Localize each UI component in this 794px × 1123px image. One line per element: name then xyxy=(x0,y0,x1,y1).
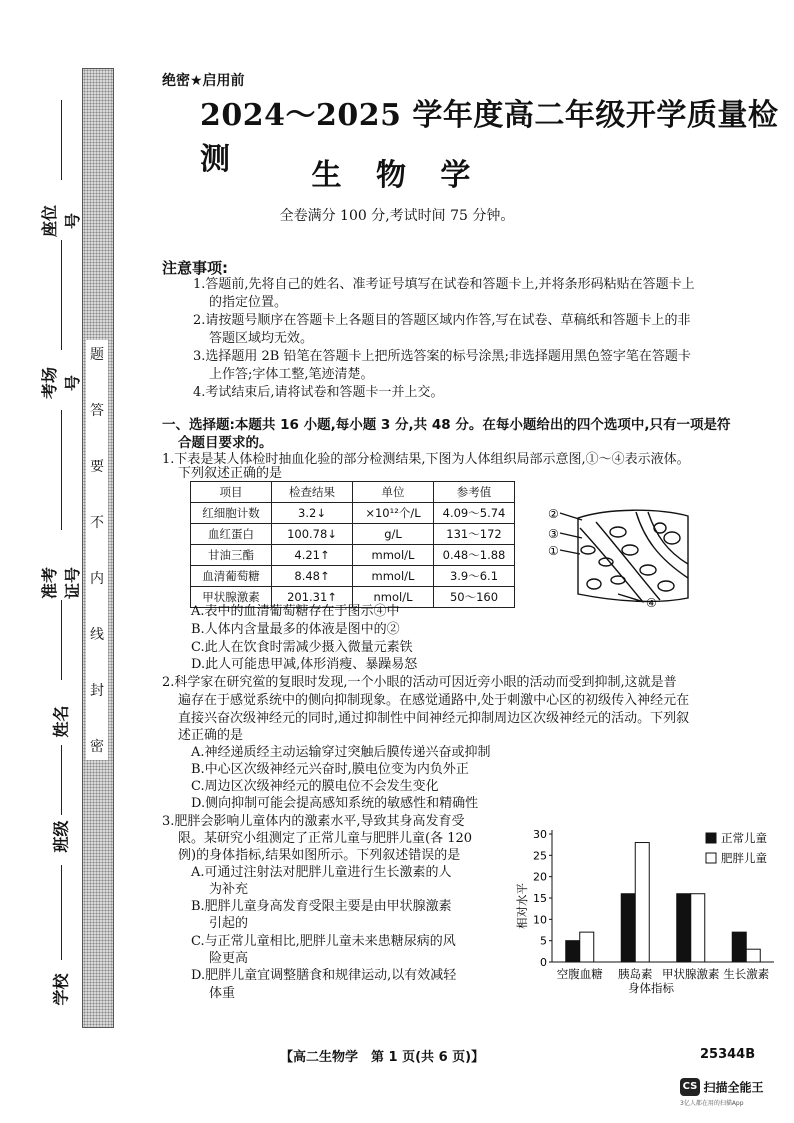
diagram-label: ④ xyxy=(646,596,657,610)
scanner-sub: 3亿人都在用的扫描App xyxy=(680,1100,744,1107)
x-axis-title: 身体指标 xyxy=(628,981,674,995)
table-header: 单位 xyxy=(353,482,434,503)
q1-stem-cont: 下列叙述正确的是 xyxy=(178,466,283,481)
x-tick-label: 胰岛素 xyxy=(618,967,653,981)
table-cell: 0.48～1.88 xyxy=(434,545,515,566)
tissue-diagram xyxy=(548,498,696,610)
q3-option-cont: 引起的 xyxy=(209,916,249,931)
q2-option: A.神经递质经主动运输穿过突触后膜传递兴奋或抑制 xyxy=(191,745,491,760)
seal-char: 答 xyxy=(90,403,104,419)
pointer-line xyxy=(560,513,582,520)
paper-code: 25344B xyxy=(700,1047,756,1062)
q2-stem: 述正确的是 xyxy=(178,728,244,743)
q3-stem: 例)的身体指标,结果如图所示。下列叙述错误的是 xyxy=(178,848,461,863)
q1-option: A.表中的血清葡萄糖存在于图示④中 xyxy=(191,604,400,619)
seal-char: 题 xyxy=(90,347,104,363)
table-cell: 4.09～5.74 xyxy=(434,503,515,524)
name-line xyxy=(61,600,62,680)
table-cell: 4.21↑ xyxy=(272,545,353,566)
section-heading: 一、选择题:本题共 16 小题,每小题 3 分,共 48 分。在每小题给出的四个选项中,只有一项是符 xyxy=(162,417,731,433)
table-cell: 201.31↑ xyxy=(272,587,353,608)
cell xyxy=(664,532,680,544)
bar-normal xyxy=(732,932,746,962)
table-cell: nmol/L xyxy=(353,587,434,608)
capillary-wall xyxy=(596,522,660,600)
y-tick-label: 25 xyxy=(533,849,547,863)
q3-option: A.可通过注射法对肥胖儿童进行生长激素的人 xyxy=(191,865,452,880)
notice-heading: 注意事项: xyxy=(162,259,228,277)
cell xyxy=(658,581,674,591)
table-cell: 甲状腺激素 xyxy=(191,587,272,608)
y-tick-label: 5 xyxy=(540,934,547,948)
diagram-label: ① xyxy=(548,544,559,558)
bar-obese xyxy=(580,932,594,962)
notice-line: 的指定位置。 xyxy=(209,295,288,310)
cell xyxy=(622,545,638,555)
subject-title: 生 物 学 xyxy=(311,158,483,193)
legend-label: 正常儿童 xyxy=(721,831,767,845)
x-tick-label: 空腹血糖 xyxy=(556,967,603,981)
notice-line: 3.选择题用 2B 铅笔在答题卡上把所选答案的标号涂黑;非选择题用黑色签字笔在答题卡 xyxy=(193,349,691,364)
y-tick-label: 20 xyxy=(533,870,547,884)
notice-line: 2.请按题号顺序在答题卡上各题目的答题区域内作答,写在试卷、草稿纸和答题卡上的非 xyxy=(193,313,691,328)
bar-obese xyxy=(691,894,705,962)
q2-option: C.周边区次级神经元的膜电位不会发生变化 xyxy=(191,779,439,794)
lab-result-table xyxy=(190,481,515,608)
table-cell: 甘油三酯 xyxy=(191,545,272,566)
q2-stem: 遍存在于感觉系统中的侧向抑制现象。在感觉通路中,处于刺激中心区的初级传入神经元在 xyxy=(178,693,690,708)
bar-obese xyxy=(635,843,649,962)
table-cell: 3.2↓ xyxy=(272,503,353,524)
cell xyxy=(587,579,601,589)
y-tick-label: 30 xyxy=(533,828,547,841)
pointer-line xyxy=(560,550,580,554)
table-row xyxy=(191,503,515,524)
cell xyxy=(654,523,666,533)
seal-line-box xyxy=(86,340,108,760)
bar-normal xyxy=(677,894,691,962)
q2-option: B.中心区次级神经元兴奋时,膜电位变为内负外正 xyxy=(191,762,469,777)
diagram-label: ② xyxy=(548,507,559,521)
q3-stem: 3.肥胖会影响儿童体内的激素水平,导致其身高发育受 xyxy=(162,814,465,829)
q1-stem: 1.下表是某人体检时抽血化验的部分检测结果,下图为人体组织局部示意图,①～④表示液体。 xyxy=(162,452,690,467)
q3-option-cont: 险更高 xyxy=(209,951,249,966)
x-tick-label: 生长激素 xyxy=(723,967,770,981)
table-header: 检查结果 xyxy=(272,482,353,503)
q3-option: B.肥胖儿童身高发育受限主要是由甲状腺激素 xyxy=(191,899,452,914)
q1-option: D.此人可能患甲减,体形消瘦、暴躁易怒 xyxy=(191,657,418,672)
cell xyxy=(599,558,613,566)
school-line xyxy=(61,865,62,960)
q2-stem: 2.科学家在研究鲎的复眼时发现,一个小眼的活动可因近旁小眼的活动而受到抑制,这就是普 xyxy=(162,675,677,690)
page-footer: 【高二生物学 第 1 页(共 6 页)】 xyxy=(280,1050,485,1065)
q3-option: C.与正常儿童相比,肥胖儿童未来患糖尿病的风 xyxy=(191,934,456,949)
notice-line: 4.考试结束后,请将试卷和答题卡一并上交。 xyxy=(193,385,444,400)
exam-title: 2024～2025 学年度高二年级开学质量检测 xyxy=(200,98,779,177)
seal-char: 线 xyxy=(90,627,104,643)
room-line xyxy=(61,240,62,350)
table-cell: 3.9～6.1 xyxy=(434,566,515,587)
q3-stem: 限。某研究小组测定了正常儿童与肥胖儿童(各 120 xyxy=(178,831,473,846)
seat-number-label: 座位号 xyxy=(40,205,82,238)
cell xyxy=(581,546,595,554)
table-cell: 血清葡萄糖 xyxy=(191,566,272,587)
q2-option: D.侧向抑制可能会提高感知系统的敏感性和精确性 xyxy=(191,796,479,811)
scanner-watermark xyxy=(680,1078,764,1107)
scanner-name: 扫描全能王 xyxy=(703,1080,764,1095)
table-cell: 100.78↓ xyxy=(272,524,353,545)
ticket-number-label: 准考证号 xyxy=(40,567,82,600)
table-row xyxy=(191,524,515,545)
q1-option: C.此人在饮食时需减少摄入微量元素铁 xyxy=(191,640,413,655)
y-tick-label: 10 xyxy=(533,913,547,927)
x-tick-label: 甲状腺激素 xyxy=(662,967,720,981)
confidential-mark: 绝密★启用前 xyxy=(162,73,245,89)
q3-option-cont: 为补充 xyxy=(209,882,249,897)
school-label: 学校 xyxy=(51,973,71,1006)
notice-line: 上作答;字体工整,笔迹清楚。 xyxy=(209,367,374,382)
exam-room-label: 考场号 xyxy=(40,367,82,400)
table-cell: ×10¹²个/L xyxy=(353,503,434,524)
table-cell: 50～160 xyxy=(434,587,515,608)
table-cell: mmol/L xyxy=(353,545,434,566)
body-index-chart xyxy=(512,822,782,1002)
seal-char: 不 xyxy=(90,515,104,531)
cell xyxy=(640,565,656,575)
q3-option-cont: 体重 xyxy=(209,986,236,1001)
notice-line: 答题区域均无效。 xyxy=(209,331,314,346)
table-cell: 红细胞计数 xyxy=(191,503,272,524)
score-info: 全卷满分 100 分,考试时间 75 分钟。 xyxy=(279,208,515,224)
table-cell: g/L xyxy=(353,524,434,545)
q2-stem: 直接兴奋次级神经元的同时,通过抑制性中间神经元抑制周边区次级神经元的活动。下列叙 xyxy=(178,711,690,726)
cell xyxy=(610,527,626,537)
table-row xyxy=(191,566,515,587)
legend-swatch xyxy=(706,853,716,863)
table-cell: 血红蛋白 xyxy=(191,524,272,545)
y-axis-title: 相对水平 xyxy=(515,883,529,929)
name-label: 姓名 xyxy=(51,705,71,738)
table-header: 项目 xyxy=(191,482,272,503)
ticket-line xyxy=(61,410,62,530)
q1-option: B.人体内含量最多的体液是图中的② xyxy=(191,622,400,637)
lymph-vessel xyxy=(648,512,688,564)
scanner-logo: CS xyxy=(680,1078,700,1096)
notice-line: 1.答题前,先将自己的姓名、准考证号填写在试卷和答题卡上,并将条形码粘贴在答题卡上 xyxy=(193,277,695,292)
tissue-outline xyxy=(578,510,688,601)
lymph-vessel xyxy=(636,512,688,578)
bar-normal xyxy=(566,941,580,962)
table-cell: 8.48↑ xyxy=(272,566,353,587)
legend-label: 肥胖儿童 xyxy=(721,851,767,865)
cell xyxy=(611,576,625,584)
legend-swatch xyxy=(706,833,716,843)
q3-option: D.肥胖儿童宜调整膳食和规律运动,以有效减轻 xyxy=(191,968,457,983)
class-label: 班级 xyxy=(51,820,71,853)
table-cell: mmol/L xyxy=(353,566,434,587)
pointer-line xyxy=(560,533,582,538)
y-tick-label: 15 xyxy=(533,892,547,905)
class-line xyxy=(61,745,62,815)
seal-char: 密 xyxy=(90,739,104,755)
seal-char: 内 xyxy=(90,571,104,587)
table-row xyxy=(191,545,515,566)
section-heading-cont: 合题目要求的。 xyxy=(178,435,273,451)
diagram-label: ③ xyxy=(548,527,559,541)
seal-char: 要 xyxy=(90,459,104,475)
seal-char: 封 xyxy=(90,683,104,699)
bar-obese xyxy=(746,949,760,962)
table-header-row xyxy=(191,482,515,503)
table-cell: 131～172 xyxy=(434,524,515,545)
y-tick-label: 0 xyxy=(540,956,547,969)
table-header: 参考值 xyxy=(434,482,515,503)
bar-normal xyxy=(621,894,635,962)
